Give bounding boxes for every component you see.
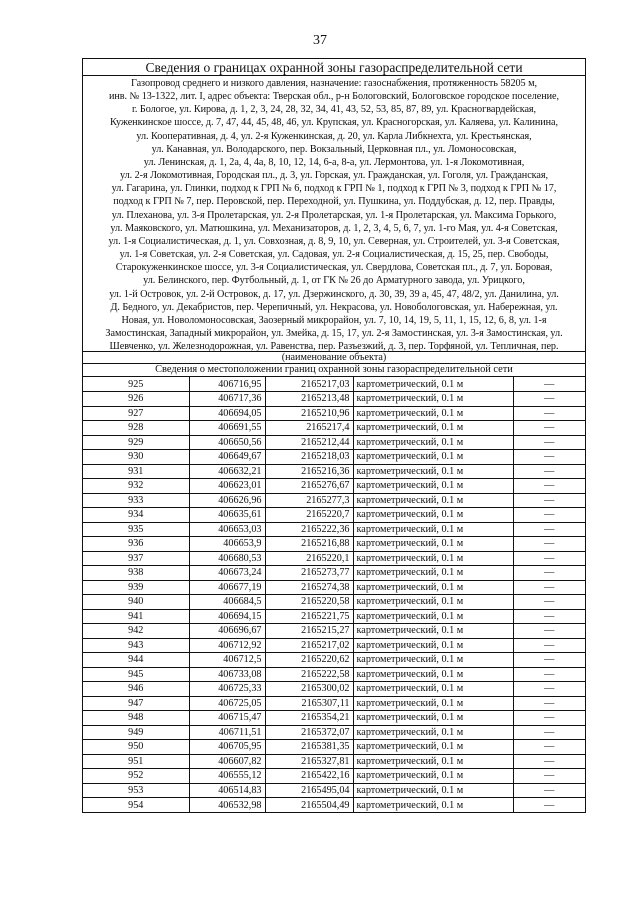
coordinate-x: 406607,82	[189, 754, 265, 769]
description-line: Шевченко, ул. Железнодорожная, ул. Равенства, пер. Разъезжий, д. 3, пер. Торфяной, ул. Тепличная, пер.	[109, 341, 559, 352]
page-number: 37	[313, 33, 327, 48]
coordinate-y: 2165217,03	[265, 377, 353, 392]
coordinates-table	[83, 377, 585, 812]
table-row	[83, 580, 585, 595]
point-number: 927	[83, 406, 189, 421]
note-dash: —	[513, 435, 585, 450]
object-name-caption: (наименование объекта)	[83, 352, 585, 364]
point-number: 934	[83, 508, 189, 523]
coordinate-y: 2165327,81	[265, 754, 353, 769]
note-dash: —	[513, 725, 585, 740]
determination-method: картометрический, 0.1 м	[353, 711, 513, 726]
determination-method: картометрический, 0.1 м	[353, 377, 513, 392]
coordinate-x: 406623,01	[189, 479, 265, 494]
coordinate-y: 2165217,02	[265, 638, 353, 653]
coordinate-x: 406711,51	[189, 725, 265, 740]
note-dash: —	[513, 392, 585, 407]
table-row	[83, 740, 585, 755]
determination-method: картометрический, 0.1 м	[353, 740, 513, 755]
coordinate-y: 2165212,44	[265, 435, 353, 450]
table-row	[83, 464, 585, 479]
table-row	[83, 798, 585, 813]
table-row	[83, 551, 585, 566]
table-row	[83, 653, 585, 668]
description-line: ул. Плеханова, ул. 3-я Пролетарская, ул. 2-я Пролетарская, ул. 1-я Пролетарская, ул. Максима Горького,	[111, 209, 557, 221]
coordinate-x: 406632,21	[189, 464, 265, 479]
point-number: 949	[83, 725, 189, 740]
determination-method: картометрический, 0.1 м	[353, 406, 513, 421]
determination-method: картометрический, 0.1 м	[353, 493, 513, 508]
description-line: Газопровод среднего и низкого давления, назначение: газоснабжения, протяженность 58205 м,	[130, 78, 537, 89]
note-dash: —	[513, 406, 585, 421]
point-number: 925	[83, 377, 189, 392]
table-row	[83, 754, 585, 769]
determination-method: картометрический, 0.1 м	[353, 508, 513, 523]
coordinate-y: 2165210,96	[265, 406, 353, 421]
coordinate-y: 2165222,36	[265, 522, 353, 537]
coordinate-x: 406717,36	[189, 392, 265, 407]
table-row	[83, 696, 585, 711]
coordinate-y: 2165381,35	[265, 740, 353, 755]
determination-method: картометрический, 0.1 м	[353, 725, 513, 740]
coordinate-y: 2165307,11	[265, 696, 353, 711]
table-row	[83, 711, 585, 726]
coordinate-x: 406555,12	[189, 769, 265, 784]
table-row	[83, 377, 585, 392]
coordinate-y: 2165274,38	[265, 580, 353, 595]
table-row	[83, 725, 585, 740]
coordinate-y: 2165300,02	[265, 682, 353, 697]
coordinate-y: 2165216,36	[265, 464, 353, 479]
table-row	[83, 493, 585, 508]
coordinate-x: 406733,08	[189, 667, 265, 682]
note-dash: —	[513, 464, 585, 479]
coordinate-x: 406653,03	[189, 522, 265, 537]
point-number: 945	[83, 667, 189, 682]
note-dash: —	[513, 783, 585, 798]
determination-method: картометрический, 0.1 м	[353, 551, 513, 566]
note-dash: —	[513, 377, 585, 392]
table-row	[83, 682, 585, 697]
note-dash: —	[513, 580, 585, 595]
table-row	[83, 667, 585, 682]
table-row	[83, 638, 585, 653]
determination-method: картометрический, 0.1 м	[353, 392, 513, 407]
coordinate-x: 406694,15	[189, 609, 265, 624]
table-row	[83, 769, 585, 784]
coordinate-y: 2165221,75	[265, 609, 353, 624]
description-line: Новая, ул. Новоломоносовская, Заозерный микрорайон, ул. 7, 10, 14, 19, 5, 11, 1, 15, 12, 6, 8, ул. 1-я	[121, 314, 547, 326]
coordinate-x: 406680,53	[189, 551, 265, 566]
coordinate-y: 2165222,58	[265, 667, 353, 682]
table-row	[83, 508, 585, 523]
point-number: 941	[83, 609, 189, 624]
point-number: 942	[83, 624, 189, 639]
determination-method: картометрический, 0.1 м	[353, 435, 513, 450]
point-number: 933	[83, 493, 189, 508]
table-row	[83, 450, 585, 465]
coordinate-y: 2165215,27	[265, 624, 353, 639]
description-line: Д. Бедного, ул. Декабристов, пер. Черепичный, ул. Некрасова, ул. Новобологовская, ул. Набережная, ул.	[110, 301, 558, 313]
coordinate-x: 406715,47	[189, 711, 265, 726]
table-row	[83, 479, 585, 494]
coordinate-x: 406673,24	[189, 566, 265, 581]
table-row	[83, 537, 585, 552]
table-row	[83, 522, 585, 537]
note-dash: —	[513, 508, 585, 523]
table-row	[83, 783, 585, 798]
point-number: 951	[83, 754, 189, 769]
boundary-location-heading: Сведения о местоположении границ охранной зоны газораспределительной сети	[83, 364, 585, 377]
coordinate-x: 406684,5	[189, 595, 265, 610]
coordinate-x: 406532,98	[189, 798, 265, 813]
coordinate-y: 2165213,48	[265, 392, 353, 407]
coordinate-y: 2165217,4	[265, 421, 353, 436]
determination-method: картометрический, 0.1 м	[353, 566, 513, 581]
description-line: Куженкинское шоссе, д. 7, 47, 44, 45, 48, 46, ул. Крупская, ул. Красногорская, ул. Каляева, ул. Калинина,	[109, 117, 559, 129]
note-dash: —	[513, 740, 585, 755]
object-description	[83, 76, 585, 352]
coordinate-y: 2165218,03	[265, 450, 353, 465]
coordinate-x: 406725,05	[189, 696, 265, 711]
point-number: 926	[83, 392, 189, 407]
point-number: 948	[83, 711, 189, 726]
point-number: 953	[83, 783, 189, 798]
note-dash: —	[513, 711, 585, 726]
description-line: Старокуженкинское шоссе, ул. 3-я Социалистическая, ул. Свердлова, Советская пл., д. 7, ул. Боровая,	[115, 262, 553, 274]
note-dash: —	[513, 522, 585, 537]
point-number: 940	[83, 595, 189, 610]
coordinate-x: 406677,19	[189, 580, 265, 595]
description-line: ул. Канавная, ул. Володарского, пер. Вокзальный, Церковная пл., ул. Ломоносовская,	[151, 143, 517, 155]
coordinate-y: 2165276,67	[265, 479, 353, 494]
point-number: 954	[83, 798, 189, 813]
point-number: 928	[83, 421, 189, 436]
coordinate-x: 406705,95	[189, 740, 265, 755]
table-row	[83, 406, 585, 421]
point-number: 936	[83, 537, 189, 552]
description-line: ул. Ленинская, д. 1, 2а, 4, 4а, 8, 10, 12, 14, 6-а, 8-а, ул. Лермонтова, ул. 1-я Локомотивная,	[143, 156, 525, 168]
point-number: 935	[83, 522, 189, 537]
note-dash: —	[513, 638, 585, 653]
note-dash: —	[513, 551, 585, 566]
coordinate-x: 406716,95	[189, 377, 265, 392]
coordinate-y: 2165220,62	[265, 653, 353, 668]
table-row	[83, 392, 585, 407]
note-dash: —	[513, 450, 585, 465]
point-number: 929	[83, 435, 189, 450]
determination-method: картометрический, 0.1 м	[353, 682, 513, 697]
determination-method: картометрический, 0.1 м	[353, 609, 513, 624]
determination-method: картометрический, 0.1 м	[353, 798, 513, 813]
determination-method: картометрический, 0.1 м	[353, 696, 513, 711]
note-dash: —	[513, 609, 585, 624]
description-line: ул. 2-я Локомотивная, Городская пл., д. 3, ул. Горская, ул. Гражданская, ул. Гоголя, ул. Гражданская,	[119, 170, 549, 182]
point-number: 930	[83, 450, 189, 465]
note-dash: —	[513, 566, 585, 581]
point-number: 943	[83, 638, 189, 653]
document-heading: Сведения о границах охранной зоны газораспределительной сети	[83, 59, 585, 76]
point-number: 944	[83, 653, 189, 668]
determination-method: картометрический, 0.1 м	[353, 595, 513, 610]
note-dash: —	[513, 769, 585, 784]
note-dash: —	[513, 754, 585, 769]
note-dash: —	[513, 493, 585, 508]
note-dash: —	[513, 682, 585, 697]
coordinate-x: 406691,55	[189, 421, 265, 436]
note-dash: —	[513, 595, 585, 610]
coordinate-x: 406696,67	[189, 624, 265, 639]
description-line: ул. 1-й Островок, ул. 2-й Островок, д. 17, ул. Дзержинского, д. 30, 39, 39 а, 45, 47, 48/2, ул. Данилина, ул.	[109, 288, 559, 300]
note-dash: —	[513, 667, 585, 682]
coordinate-x: 406712,92	[189, 638, 265, 653]
determination-method: картометрический, 0.1 м	[353, 653, 513, 668]
coordinate-x: 406650,56	[189, 435, 265, 450]
description-line: Замостинская, Западный микрорайон, ул. Змейка, д. 15, 17, ул. 2-я Замостинская, ул. 3-я Замостинская, ул.	[105, 327, 563, 339]
point-number: 946	[83, 682, 189, 697]
point-number: 950	[83, 740, 189, 755]
point-number: 939	[83, 580, 189, 595]
table-row	[83, 609, 585, 624]
determination-method: картометрический, 0.1 м	[353, 421, 513, 436]
coordinate-y: 2165273,77	[265, 566, 353, 581]
point-number: 932	[83, 479, 189, 494]
note-dash: —	[513, 421, 585, 436]
note-dash: —	[513, 653, 585, 668]
note-dash: —	[513, 624, 585, 639]
determination-method: картометрический, 0.1 м	[353, 464, 513, 479]
coordinate-x: 406694,05	[189, 406, 265, 421]
description-line: ул. Кооперативная, д. 4, ул. 2-я Куженкинская, д. 20, ул. Карла Либкнехта, ул. Крестьянская,	[136, 130, 532, 142]
coordinate-y: 2165422,16	[265, 769, 353, 784]
coordinate-x: 406725,33	[189, 682, 265, 697]
determination-method: картометрический, 0.1 м	[353, 624, 513, 639]
coordinate-x: 406653,9	[189, 537, 265, 552]
coordinate-y: 2165354,21	[265, 711, 353, 726]
coordinate-y: 2165372,07	[265, 725, 353, 740]
table-row	[83, 624, 585, 639]
table-row	[83, 566, 585, 581]
description-line: ул. Гагарина, ул. Глинки, подход к ГРП № 6, подход к ГРП № 1, подход к ГРП № 3, подход к ГРП № 17,	[111, 183, 557, 195]
coordinate-y: 2165220,1	[265, 551, 353, 566]
description-line: ул. Белинского, пер. Футбольный, д. 1, от ГК № 26 до Арматурного завода, ул. Урицкого,	[143, 275, 525, 287]
determination-method: картометрический, 0.1 м	[353, 580, 513, 595]
determination-method: картометрический, 0.1 м	[353, 522, 513, 537]
table-row	[83, 435, 585, 450]
coordinate-y: 2165277,3	[265, 493, 353, 508]
coordinate-y: 2165220,58	[265, 595, 353, 610]
determination-method: картометрический, 0.1 м	[353, 754, 513, 769]
protection-zone-sheet	[82, 58, 586, 813]
coordinate-x: 406635,61	[189, 508, 265, 523]
note-dash: —	[513, 479, 585, 494]
description-line: ул. 1-я Социалистическая, д. 1, ул. Совхозная, д. 8, 9, 10, ул. Северная, ул. Строителей, ул. 3-я Советская,	[108, 235, 560, 247]
determination-method: картометрический, 0.1 м	[353, 479, 513, 494]
table-row	[83, 421, 585, 436]
determination-method: картометрический, 0.1 м	[353, 638, 513, 653]
determination-method: картометрический, 0.1 м	[353, 537, 513, 552]
note-dash: —	[513, 537, 585, 552]
determination-method: картометрический, 0.1 м	[353, 450, 513, 465]
point-number: 947	[83, 696, 189, 711]
note-dash: —	[513, 696, 585, 711]
description-line: подход к ГРП № 7, пер. Перовской, пер. Переходной, ул. Пушкина, ул. Поддубская, д. 12, пер. Правды,	[113, 196, 555, 208]
point-number: 937	[83, 551, 189, 566]
coordinate-y: 2165220,7	[265, 508, 353, 523]
coordinate-x: 406514,83	[189, 783, 265, 798]
determination-method: картометрический, 0.1 м	[353, 769, 513, 784]
determination-method: картометрический, 0.1 м	[353, 783, 513, 798]
description-line: инв. № 13-1322, лит. I, адрес объекта: Тверская обл., р-н Бологовский, Бологовское городское поселение,	[108, 91, 559, 103]
description-line: ул. Маяковского, ул. Матюшкина, ул. Механизаторов, д. 1, 2, 3, 4, 5, 6, 7, ул. 1-го Мая, ул. 4-я Советская,	[110, 222, 558, 234]
determination-method: картометрический, 0.1 м	[353, 667, 513, 682]
point-number: 938	[83, 566, 189, 581]
coordinate-y: 2165504,49	[265, 798, 353, 813]
description-line: г. Бологое, ул. Кирова, д. 1, 2, 3, 24, 28, 32, 34, 41, 43, 52, 53, 85, 87, 89, ул. Красногвардейская,	[131, 104, 537, 116]
coordinate-x: 406712,5	[189, 653, 265, 668]
coordinate-x: 406626,96	[189, 493, 265, 508]
coordinate-y: 2165216,88	[265, 537, 353, 552]
description-line: ул. 1-я Советская, ул. 2-я Советская, ул. Садовая, ул. 2-я Социалистическая, д. 15, 25, пер. Свободы,	[119, 249, 549, 261]
point-number: 952	[83, 769, 189, 784]
coordinate-y: 2165495,04	[265, 783, 353, 798]
point-number: 931	[83, 464, 189, 479]
table-row	[83, 595, 585, 610]
note-dash: —	[513, 798, 585, 813]
coordinate-x: 406649,67	[189, 450, 265, 465]
